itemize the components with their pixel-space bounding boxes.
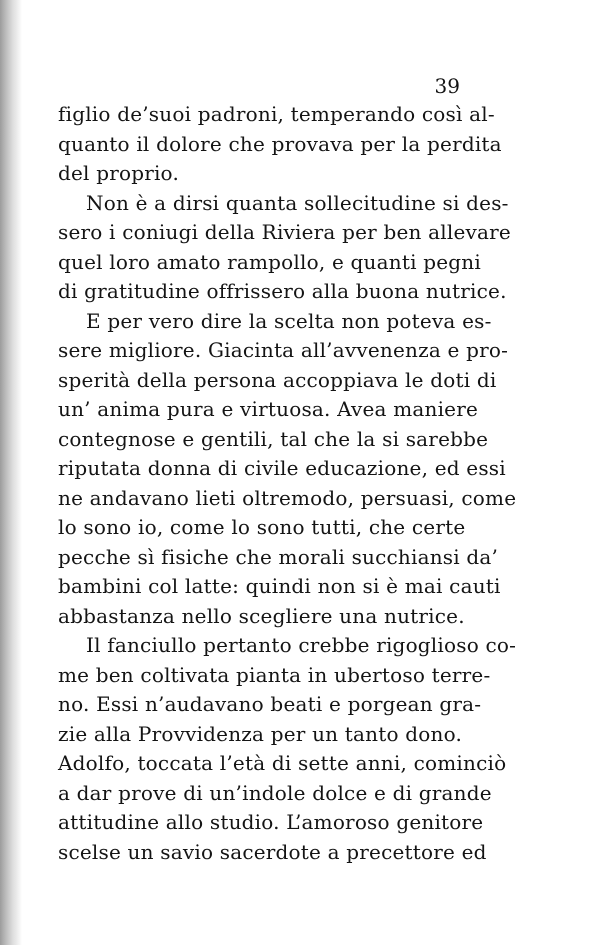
text-line: sere migliore. Giacinta all’avvenenza e pro- bbox=[58, 338, 509, 362]
text-line: zie alla Provvidenza per un tanto dono. bbox=[58, 721, 463, 746]
text-line: me ben coltivata pianta in ubertoso terre- bbox=[58, 662, 491, 687]
body-text bbox=[58, 100, 517, 867]
text-line: quanto il dolore che provava per la perdita bbox=[58, 131, 502, 156]
text-line: un’ anima pura e virtuosa. Avea maniere bbox=[58, 397, 479, 421]
text-line: no. Essi n’audavano beati e porgean gra- bbox=[58, 692, 482, 716]
text-line: Il fanciullo pertanto crebbe rigoglioso co- bbox=[86, 633, 517, 657]
text-line: a dar prove di un’indole dolce e di grande bbox=[58, 780, 492, 805]
page-number: 39 bbox=[434, 74, 460, 98]
text-line: scelse un savio sacerdote a precettore ed bbox=[58, 839, 487, 864]
text-line: ne andavano lieti oltremodo, persuasi, come bbox=[58, 485, 517, 510]
text-line: bambini col latte: quindi non si è mai cauti bbox=[58, 574, 501, 598]
page-spine-shadow bbox=[0, 0, 22, 945]
text-line: quel loro amato rampollo, e quanti pegni bbox=[58, 249, 481, 274]
text-line: riputata donna di civile educazione, ed essi bbox=[58, 456, 506, 480]
text-line: abbastanza nello scegliere una nutrice. bbox=[58, 603, 465, 628]
text-line: attitudine allo studio. L’amoroso genitore bbox=[58, 810, 484, 834]
text-line: E per vero dire la scelta non poteva es- bbox=[86, 308, 492, 333]
text-line: sperità della persona accoppiava le doti di bbox=[58, 367, 497, 392]
text-line: lo sono io, come lo sono tutti, che certe bbox=[58, 515, 466, 539]
text-line: Adolfo, toccata l’età di sette anni, cominciò bbox=[58, 751, 507, 775]
text-line: del proprio. bbox=[58, 161, 180, 185]
text-line: figlio de’suoi padroni, temperando così al- bbox=[58, 102, 495, 126]
text-line: pecche sì fisiche che morali succhiansi da’ bbox=[58, 544, 499, 569]
text-line: contegnose e gentili, tal che la si sarebbe bbox=[58, 426, 489, 451]
text-line: sero i coniugi della Riviera per ben allevare bbox=[58, 220, 511, 244]
text-line: Non è a dirsi quanta sollecitudine si des- bbox=[86, 190, 509, 215]
text-line: di gratitudine offrissero alla buona nutrice. bbox=[58, 279, 507, 303]
